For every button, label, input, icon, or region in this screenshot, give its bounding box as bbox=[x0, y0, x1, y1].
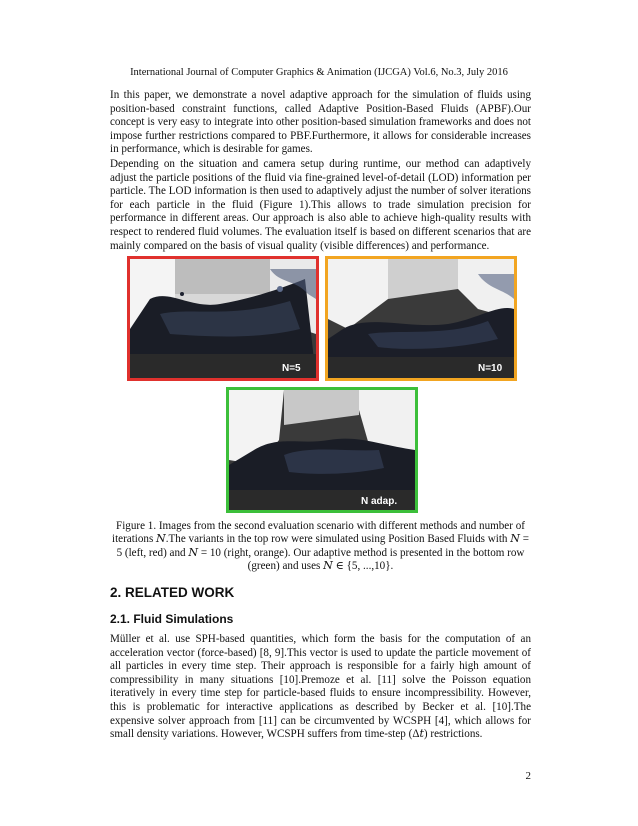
panel-label-n10: N=10 bbox=[478, 363, 503, 374]
page-number: 2 bbox=[525, 770, 531, 782]
fluid-render-image bbox=[130, 259, 316, 378]
figure-panel-n5 bbox=[127, 256, 319, 381]
figure-caption: Figure 1. Images from the second evaluation scenario with different methods and number of iterations 𝑁.The variants in the top row were simulated using Position Based Fluids with 𝑁 = 5 (left, red) and 𝑁 = 10 (right, orange). Our adaptive method is presented in the bottom row (green) and uses 𝑁 ∈ {5, ...,10}. bbox=[112, 520, 529, 573]
related-work-paragraph: Müller et al. use SPH-based quantities, which form the basis for the computation of an acceleration vector (force-based) [8, 9].This vector is used to update the particle movement of all particles in every time step. Their approach is responsible for a fairly high amount of compressibility in many situations [10].Premoze et al. [11] solve the Poisson equation iteratively in every time step for particle-based fluids to ensure incompressibility. However, this is problematic for interactive applications as described by Becker et al. [10].The expensive solver approach from [11] can be circumvented by WCSPH [4], which allows for small density variations. However, WCSPH suffers from time-step (Δ𝑡) restrictions. bbox=[110, 633, 531, 741]
intro-paragraph-2: Depending on the situation and camera setup during runtime, our method can adaptively adjust the particle positions of the fluid via fine-grained level-of-detail (LOD) information per particle. The LOD information is then used to adaptively adjust the number of solver iterations for each particle in the fluid (Figure 1).This allows to trade simulation precision for performance in different areas. Our approach is also able to achieve high-quality results with respect to rendered fluid volumes. The evaluation itself is based on different scenarios that are mainly compared on the basis of visual quality (visible differences) and performance. bbox=[110, 158, 531, 252]
fluid-render-image bbox=[229, 390, 415, 510]
figure-panel-n-adaptive bbox=[226, 387, 418, 513]
panel-label-n-adaptive: N adap. bbox=[361, 496, 398, 507]
figure-panel-n10 bbox=[325, 256, 517, 381]
section-title: 2. RELATED WORK bbox=[110, 585, 235, 600]
fluid-render-image bbox=[328, 259, 514, 378]
intro-paragraph-1: In this paper, we demonstrate a novel adaptive approach for the simulation of fluids using position-based constraint functions, called Adaptive Position-Based Fluids (APBF).Our concept is very easy to integrate into other position-based simulation frameworks and does not impose further restrictions compared to PBF.Furthermore, it allows for considerable increases in performance, which is desirable for games. bbox=[110, 89, 531, 156]
subsection-title: 2.1. Fluid Simulations bbox=[110, 612, 234, 626]
running-header: International Journal of Computer Graphics & Animation (IJCGA) Vol.6, No.3, July 2016 bbox=[130, 67, 508, 78]
panel-label-n5: N=5 bbox=[282, 363, 301, 374]
